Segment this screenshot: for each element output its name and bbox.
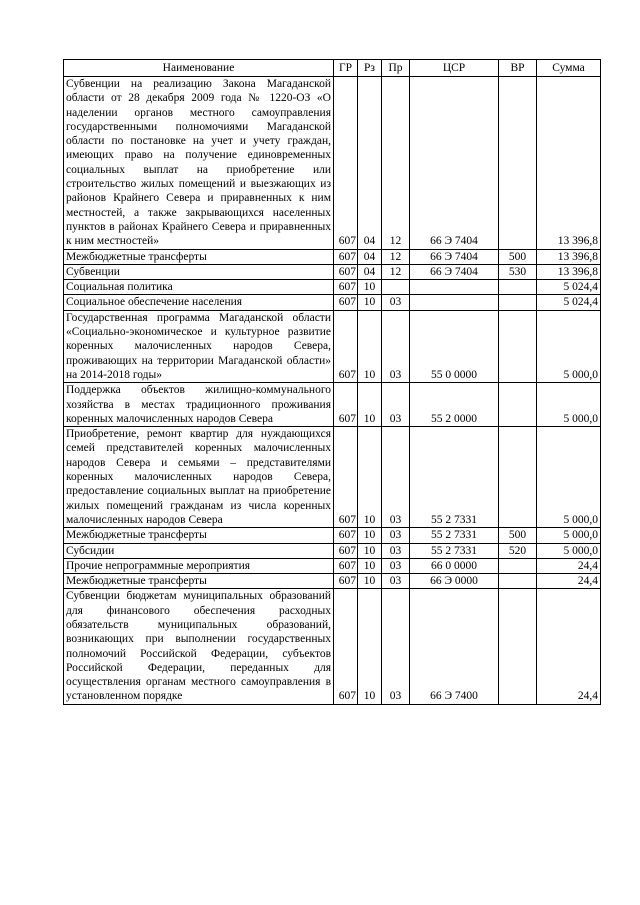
row-pr: 03 — [382, 383, 410, 427]
row-name: Приобретение, ремонт квартир для нуждающихся семей представителей коренных малочисленных народов Севера и семьями – представителями коренных малочисленных народов Севера, предоставление социальных выплат на приобретение жилых помещений гражданам из числа коренных малочисленных народов Севера — [64, 427, 334, 528]
row-vr: 520 — [499, 543, 537, 558]
row-name: Субсидии — [64, 543, 334, 558]
row-vr — [499, 558, 537, 573]
row-sum: 13 396,8 — [537, 264, 601, 279]
row-rz: 10 — [358, 280, 382, 295]
row-gr: 607 — [334, 383, 358, 427]
row-name: Прочие непрограммные мероприятия — [64, 558, 334, 573]
row-vr — [499, 589, 537, 704]
document-page — [63, 59, 601, 705]
row-sum: 5 024,4 — [537, 295, 601, 310]
row-pr — [382, 280, 410, 295]
row-sum: 5 000,0 — [537, 528, 601, 543]
row-pr: 03 — [382, 543, 410, 558]
table-row — [64, 77, 601, 250]
row-name: Межбюджетные трансферты — [64, 574, 334, 589]
row-gr: 607 — [334, 280, 358, 295]
table-row — [64, 249, 601, 264]
table-row — [64, 427, 601, 528]
row-vr: 500 — [499, 249, 537, 264]
row-name: Межбюджетные трансферты — [64, 528, 334, 543]
row-gr: 607 — [334, 543, 358, 558]
row-gr: 607 — [334, 77, 358, 250]
row-csr: 66 Э 0000 — [410, 574, 499, 589]
row-pr: 03 — [382, 574, 410, 589]
row-gr: 607 — [334, 589, 358, 704]
table-row — [64, 543, 601, 558]
row-rz: 10 — [358, 574, 382, 589]
table-row — [64, 310, 601, 382]
header-sum: Сумма — [537, 60, 601, 77]
row-rz: 10 — [358, 310, 382, 382]
header-rz: Рз — [358, 60, 382, 77]
row-rz: 10 — [358, 427, 382, 528]
row-vr — [499, 383, 537, 427]
row-name: Межбюджетные трансферты — [64, 249, 334, 264]
row-rz: 10 — [358, 295, 382, 310]
row-pr: 03 — [382, 427, 410, 528]
row-csr — [410, 280, 499, 295]
table-row — [64, 280, 601, 295]
row-rz: 10 — [358, 589, 382, 704]
row-vr — [499, 280, 537, 295]
header-pr: Пр — [382, 60, 410, 77]
row-vr — [499, 574, 537, 589]
table-row — [64, 589, 601, 704]
row-rz: 10 — [358, 543, 382, 558]
row-gr: 607 — [334, 574, 358, 589]
row-gr: 607 — [334, 249, 358, 264]
row-name: Субвенции бюджетам муниципальных образований для финансового обеспечения расходных обязательств муниципальных образований, возникающих при выполнении государственных полномочий Российской Федерации, субъектов Российской Федерации, переданных для осуществления органам местного самоуправления в установленном порядке — [64, 589, 334, 704]
row-rz: 10 — [358, 558, 382, 573]
row-pr: 12 — [382, 264, 410, 279]
header-vr: ВР — [499, 60, 537, 77]
row-csr: 66 Э 7404 — [410, 264, 499, 279]
row-sum: 24,4 — [537, 589, 601, 704]
row-csr: 66 Э 7400 — [410, 589, 499, 704]
row-csr: 66 0 0000 — [410, 558, 499, 573]
row-sum: 5 000,0 — [537, 427, 601, 528]
header-name: Наименование — [64, 60, 334, 77]
row-rz: 10 — [358, 528, 382, 543]
table-row — [64, 558, 601, 573]
row-gr: 607 — [334, 264, 358, 279]
row-pr: 03 — [382, 528, 410, 543]
table-row — [64, 264, 601, 279]
row-rz: 04 — [358, 249, 382, 264]
row-csr: 55 2 7331 — [410, 543, 499, 558]
row-csr — [410, 295, 499, 310]
row-name: Социальное обеспечение населения — [64, 295, 334, 310]
table-row — [64, 574, 601, 589]
table-row — [64, 528, 601, 543]
table-row — [64, 383, 601, 427]
row-csr: 55 2 7331 — [410, 427, 499, 528]
row-gr: 607 — [334, 528, 358, 543]
row-name: Государственная программа Магаданской области «Социально-экономическое и культурное развитие коренных малочисленных народов Севера, проживающих на территории Магаданской области» на 2014-2018 годы» — [64, 310, 334, 382]
table-row — [64, 295, 601, 310]
row-gr: 607 — [334, 558, 358, 573]
row-name: Субвенции на реализацию Закона Магаданской области от 28 декабря 2009 года № 1220-ОЗ «О наделении органов местного самоуправления государственными полномочиями Магаданской области по постановке на учет и учету граждан, имеющих право на получение единовременных социальных выплат на приобретение или строительство жилых помещений и выезжающих из районов Крайнего Севера и приравненных к ним местностей, а также закрывающихся населенных пунктов в районах Крайнего Севера и приравненных к ним местностей» — [64, 77, 334, 250]
row-pr: 03 — [382, 558, 410, 573]
row-vr: 530 — [499, 264, 537, 279]
row-pr: 03 — [382, 295, 410, 310]
row-sum: 5 000,0 — [537, 543, 601, 558]
row-sum: 5 000,0 — [537, 383, 601, 427]
row-vr — [499, 295, 537, 310]
row-sum: 13 396,8 — [537, 249, 601, 264]
row-name: Социальная политика — [64, 280, 334, 295]
row-pr: 12 — [382, 249, 410, 264]
row-sum: 5 000,0 — [537, 310, 601, 382]
row-sum: 24,4 — [537, 558, 601, 573]
budget-table — [63, 59, 601, 705]
row-gr: 607 — [334, 427, 358, 528]
table-header-row — [64, 60, 601, 77]
row-csr: 66 Э 7404 — [410, 249, 499, 264]
row-csr: 55 2 0000 — [410, 383, 499, 427]
row-name: Поддержка объектов жилищно-коммунального хозяйства в местах традиционного проживания коренных малочисленных народов Севера — [64, 383, 334, 427]
row-sum: 13 396,8 — [537, 77, 601, 250]
row-csr: 55 0 0000 — [410, 310, 499, 382]
row-sum: 5 024,4 — [537, 280, 601, 295]
row-rz: 04 — [358, 264, 382, 279]
row-rz: 10 — [358, 383, 382, 427]
row-gr: 607 — [334, 295, 358, 310]
row-gr: 607 — [334, 310, 358, 382]
row-pr: 03 — [382, 310, 410, 382]
row-pr: 12 — [382, 77, 410, 250]
row-vr — [499, 77, 537, 250]
header-gr: ГР — [334, 60, 358, 77]
row-name: Субвенции — [64, 264, 334, 279]
header-csr: ЦСР — [410, 60, 499, 77]
row-sum: 24,4 — [537, 574, 601, 589]
row-vr — [499, 427, 537, 528]
row-vr — [499, 310, 537, 382]
row-vr: 500 — [499, 528, 537, 543]
row-csr: 55 2 7331 — [410, 528, 499, 543]
row-csr: 66 Э 7404 — [410, 77, 499, 250]
row-pr: 03 — [382, 589, 410, 704]
row-rz: 04 — [358, 77, 382, 250]
